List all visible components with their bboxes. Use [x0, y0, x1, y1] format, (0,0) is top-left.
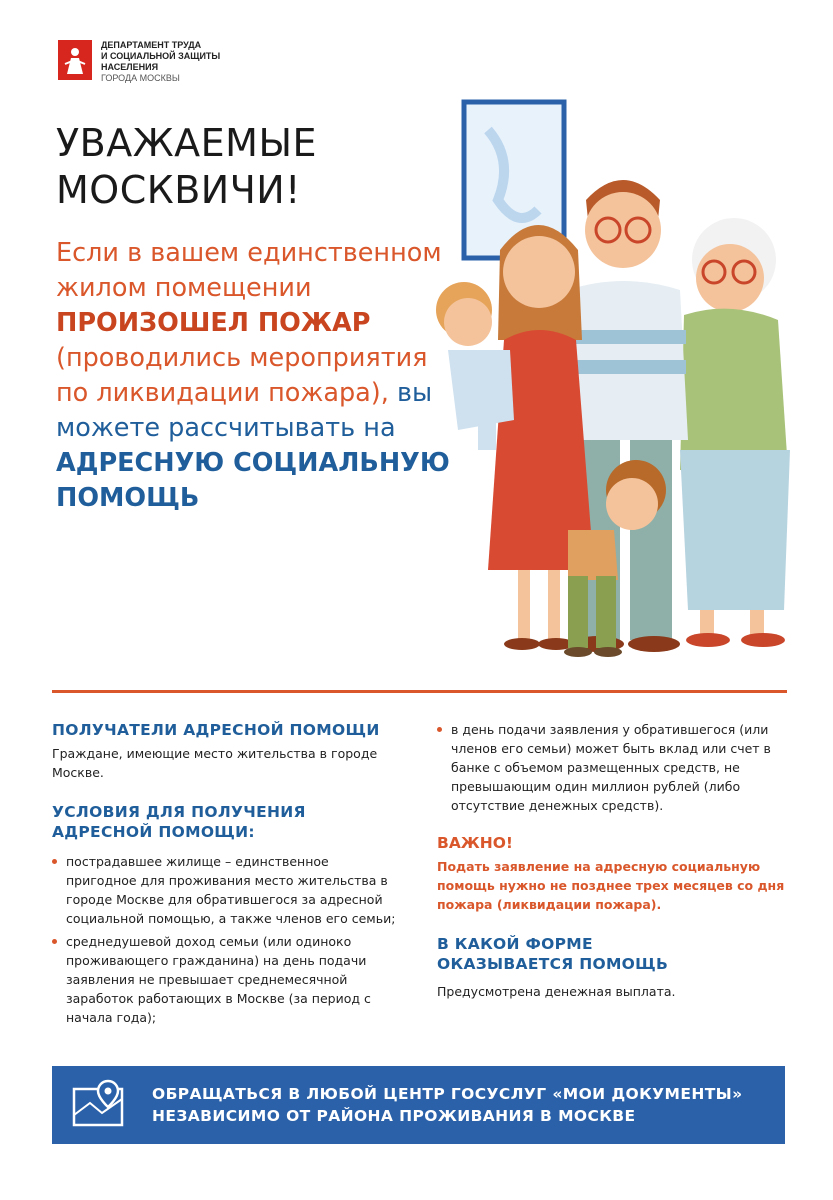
lead-text: Если в вашем единственном жилом помещении ПРОИЗОШЕЛ ПОЖАР (проводились мероприятия по ликвидации пожара), вы можете рассчитывать на АДРЕСНУЮ СОЦИАЛЬНУЮ ПОМОЩЬ	[56, 238, 450, 513]
conditions-heading: УСЛОВИЯ ДЛЯ ПОЛУЧЕНИЯ АДРЕСНОЙ ПОМОЩИ:	[52, 803, 306, 841]
important-text: Подать заявление на адресную социальную помощь нужно не позднее трех месяцев со дня пожара (ликвидации пожара).	[437, 859, 785, 912]
list-item: среднедушевой доход семьи (или одиноко проживающего гражданина) на день подачи заявления не превышает среднемесячной заработок работающих в Москве (за период с начала года);	[52, 932, 402, 1027]
left-column	[52, 720, 402, 1031]
moscow-crest-icon	[58, 40, 92, 80]
page-title: УВАЖАЕМЫЕ МОСКВИЧИ!	[56, 121, 317, 212]
contact-banner	[52, 1066, 785, 1144]
conditions-list-continued	[437, 720, 787, 815]
family-illustration	[418, 10, 798, 670]
conditions-list	[52, 852, 402, 1027]
right-column	[437, 720, 787, 1001]
important-heading: ВАЖНО!	[437, 834, 514, 852]
banner-text: ОБРАЩАТЬСЯ В ЛЮБОЙ ЦЕНТР ГОСУСЛУГ «МОИ ДОКУМЕНТЫ» НЕЗАВИСИМО ОТ РАЙОНА ПРОЖИВАНИЯ В МОСКВЕ	[152, 1085, 743, 1125]
list-item: пострадавшее жилище – единственное пригодное для проживания место жительства в городе Москве для обратившегося за адресной социальной помощью, а также членов его семьи;	[52, 852, 402, 928]
recipients-heading: ПОЛУЧАТЕЛИ АДРЕСНОЙ ПОМОЩИ	[52, 721, 380, 739]
department-logo	[58, 40, 220, 84]
list-item: в день подачи заявления у обратившегося (или членов его семьи) может быть вклад или счет в банке с объемом размещенных средств, не превышающим один миллион рублей (либо отсутствие денежных средств).	[437, 720, 787, 815]
section-divider	[52, 690, 787, 693]
recipients-text: Граждане, имеющие место жительства в городе Москве.	[52, 746, 378, 780]
map-location-icon	[68, 1075, 128, 1135]
form-text: Предусмотрена денежная выплата.	[437, 984, 676, 999]
form-heading: В КАКОЙ ФОРМЕ ОКАЗЫВАЕТСЯ ПОМОЩЬ	[437, 935, 669, 973]
department-name: ДЕПАРТАМЕНТ ТРУДА И СОЦИАЛЬНОЙ ЗАЩИТЫ НАСЕЛЕНИЯ ГОРОДА МОСКВЫ	[101, 40, 221, 83]
